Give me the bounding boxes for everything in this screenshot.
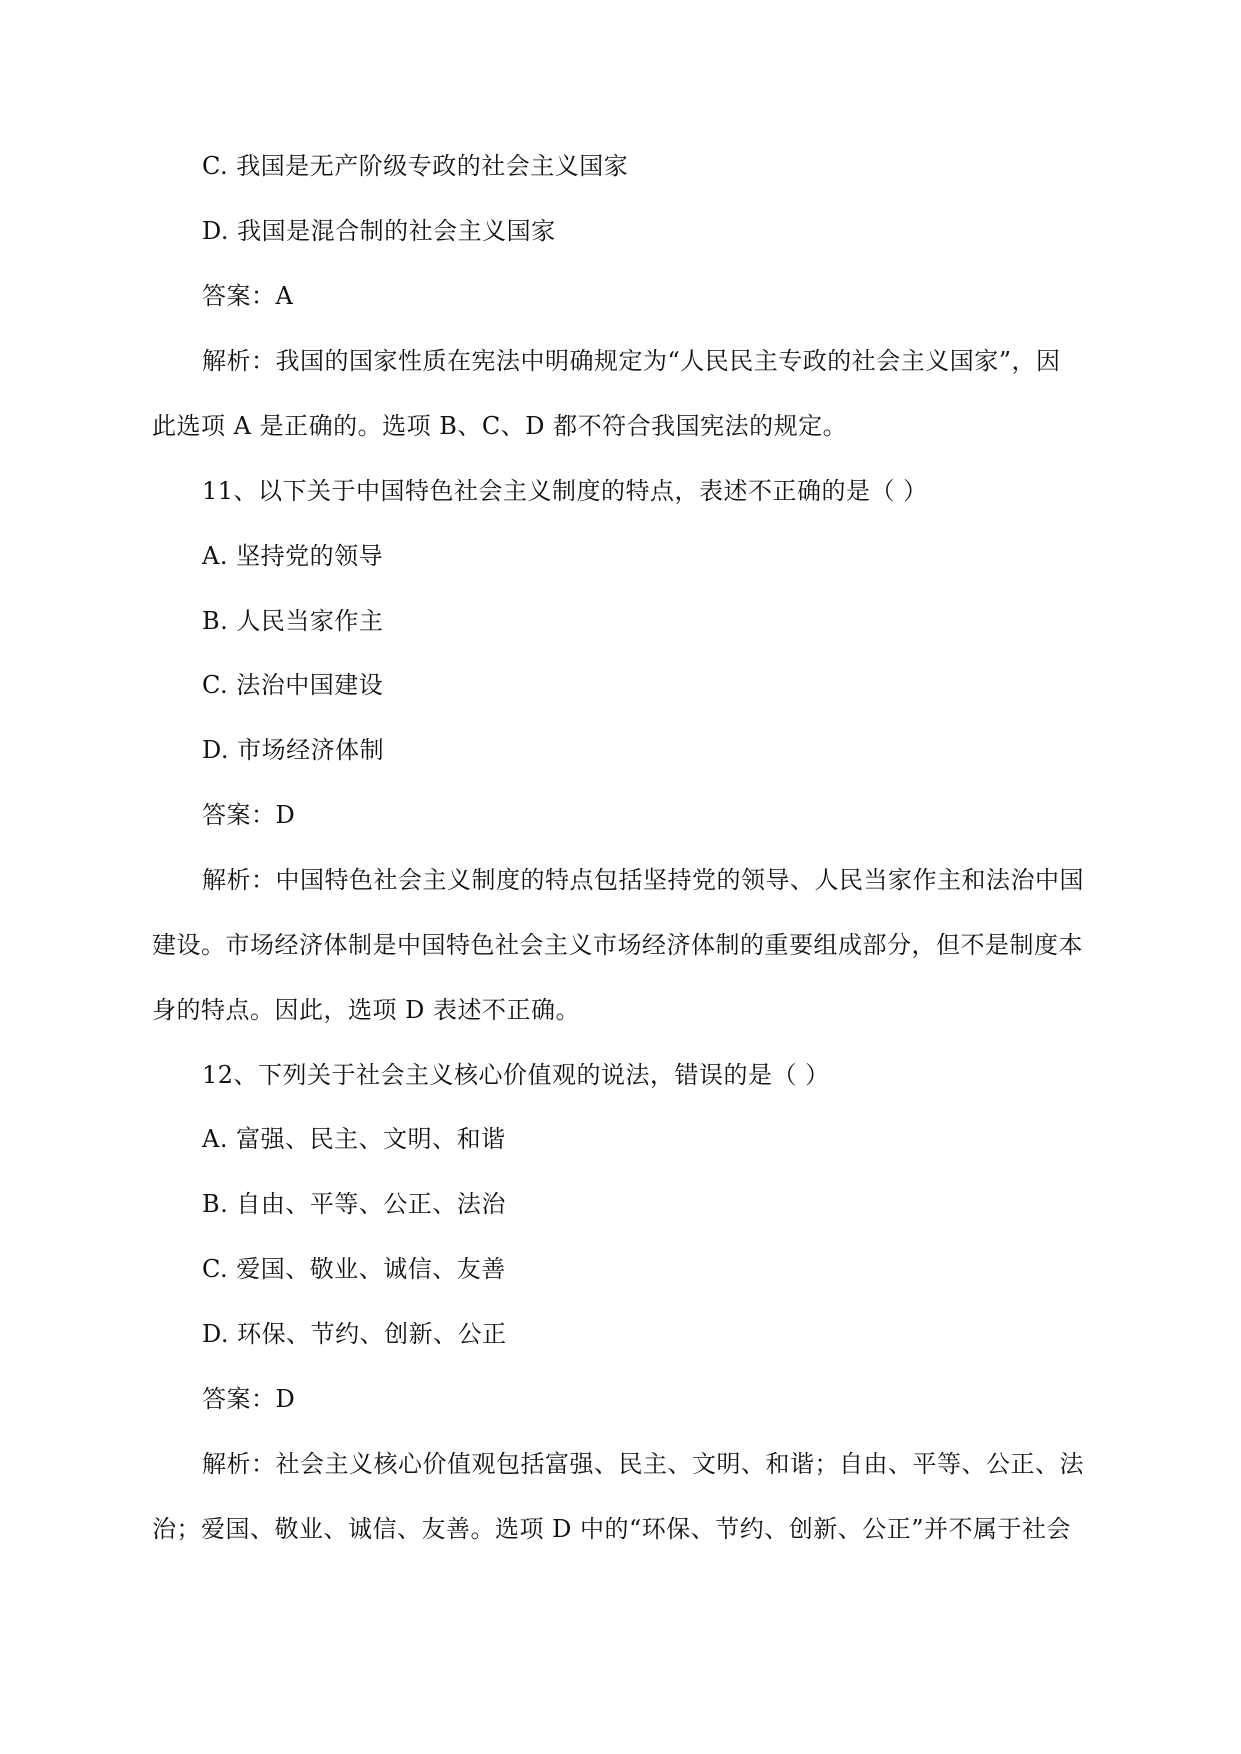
q12-question: 12、下列关于社会主义核心价值观的说法，错误的是（ ） bbox=[202, 1061, 830, 1089]
q12-analysis-line-2: 治；爱国、敬业、诚信、友善。选项 D 中的“环保、节约、创新、公正”并不属于社会 bbox=[152, 1515, 1072, 1543]
q11-option-b: B. 人民当家作主 bbox=[202, 607, 384, 635]
q10-answer: 答案：A bbox=[202, 282, 294, 310]
q10-analysis-line-2: 此选项 A 是正确的。选项 B、C、D 都不符合我国宪法的规定。 bbox=[152, 412, 848, 440]
q12-option-d: D. 环保、节约、创新、公正 bbox=[202, 1320, 507, 1348]
q12-option-c: C. 爱国、敬业、诚信、友善 bbox=[202, 1255, 506, 1283]
q10-option-c: C. 我国是无产阶级专政的社会主义国家 bbox=[202, 152, 629, 180]
q11-option-a: A. 坚持党的领导 bbox=[202, 542, 384, 570]
q12-option-b: B. 自由、平等、公正、法治 bbox=[202, 1190, 506, 1218]
q11-analysis-line-2: 建设。市场经济体制是中国特色社会主义市场经济体制的重要组成部分，但不是制度本 bbox=[152, 931, 1083, 959]
q10-option-d: D. 我国是混合制的社会主义国家 bbox=[202, 217, 556, 245]
q11-analysis-line-3: 身的特点。因此，选项 D 表述不正确。 bbox=[152, 996, 580, 1024]
q12-answer: 答案：D bbox=[202, 1385, 296, 1413]
q12-analysis-line-1: 解析：社会主义核心价值观包括富强、民主、文明、和谐；自由、平等、公正、法 bbox=[202, 1450, 1084, 1478]
q12-option-a: A. 富强、民主、文明、和谐 bbox=[202, 1125, 506, 1153]
q11-option-c: C. 法治中国建设 bbox=[202, 671, 384, 699]
q11-question: 11、以下关于中国特色社会主义制度的特点，表述不正确的是（ ） bbox=[202, 477, 928, 505]
q11-analysis-line-1: 解析：中国特色社会主义制度的特点包括坚持党的领导、人民当家作主和法治中国 bbox=[202, 866, 1084, 894]
q11-answer: 答案：D bbox=[202, 801, 296, 829]
q10-analysis-line-1: 解析：我国的国家性质在宪法中明确规定为“人民民主专政的社会主义国家”，因 bbox=[202, 347, 1061, 375]
q11-option-d: D. 市场经济体制 bbox=[202, 736, 385, 764]
